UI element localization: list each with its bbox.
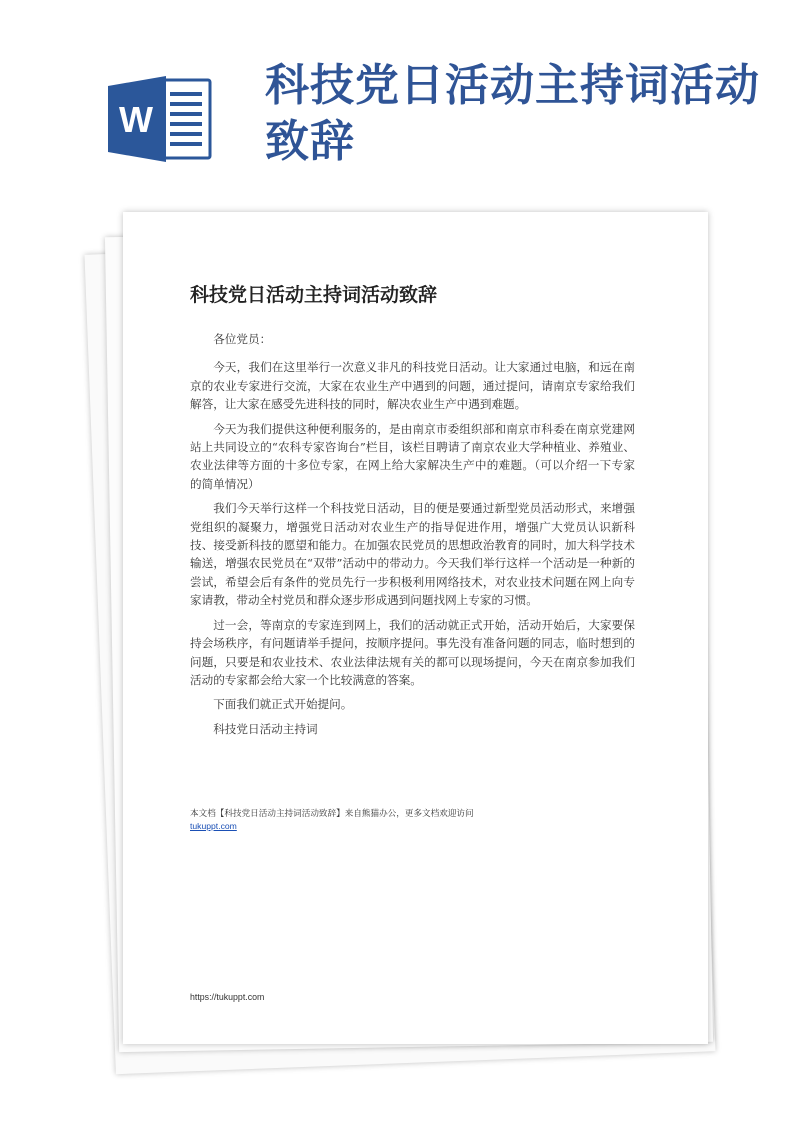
signature-line: 科技党日活动主持词	[213, 721, 318, 736]
document-body	[190, 330, 635, 744]
word-icon-letter: W	[119, 99, 153, 140]
paragraph-5: 下面我们就正式开始提问。	[213, 697, 353, 712]
footer-url[interactable]: https://tukuppt.com	[190, 992, 265, 1002]
source-link[interactable]: tukuppt.com	[190, 821, 237, 831]
source-note-text: 本文档【科技党日活动主持词活动致辞】来自熊猫办公，更多文档欢迎访问	[190, 809, 474, 819]
word-document-icon	[108, 76, 214, 162]
salutation: 各位党员：	[213, 332, 272, 346]
document-title: 科技党日活动主持词活动致辞	[190, 284, 438, 306]
paragraph-3: 我们今天举行这样一个科技党日活动，目的便是要通过新型党员活动形式，来增强党组织的凝聚力，增强党日活动对农业生产的指导促进作用，增强广大党员认识新科技、接受新科技的愿望和能力。在加强农民党员的思想政治教育的同时，加大科学技术输送，增强农民党员在“双带”活动中的带动力。今天我们举行这样一个活动是一种新的尝试，希望会后有条件的党员先行一步积极利用网络技术，对农业技术问题在网上向专家请教，带动全村党员和群众逐步形成遇到问题找网上专家的习惯。	[190, 501, 635, 608]
header-title: 科技党日活动主持词活动致辞	[265, 60, 760, 167]
source-note	[190, 808, 650, 833]
paragraph-2: 今天为我们提供这种便利服务的，是由南京市委组织部和南京市科委在南京党建网站上共同设立的“农科专家咨询台”栏目，该栏目聘请了南京农业大学种植业、养殖业、农业法律等方面的十多位专家，在网上给大家解决生产中的难题。（可以介绍一下专家的简单情况）	[190, 421, 635, 491]
paragraph-1: 今天，我们在这里举行一次意义非凡的科技党日活动。让大家通过电脑，和远在南京的农业专家进行交流，大家在农业生产中遇到的问题，通过提问，请南京专家给我们解答，让大家在感受先进科技的同时，解决农业生产中遇到难题。	[190, 360, 635, 412]
paragraph-4: 过一会，等南京的专家连到网上，我们的活动就正式开始，活动开始后，大家要保持会场秩序，有问题请举手提问，按顺序提问。事先没有准备问题的同志，临时想到的问题，只要是和农业技术、农业法律法规有关的都可以现场提问，今天在南京参加我们活动的专家都会给大家一个比较满意的答案。	[190, 617, 635, 687]
